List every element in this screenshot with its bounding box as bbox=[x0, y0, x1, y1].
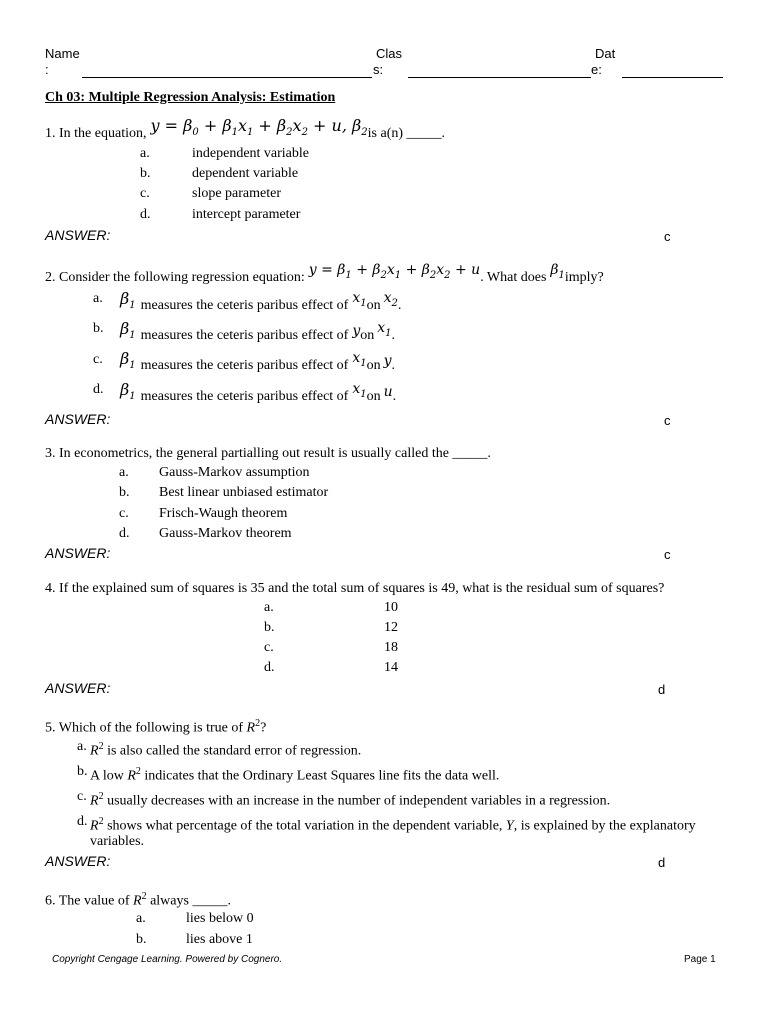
option-text: $R^2$ is also called the standard error of regression. bbox=[90, 741, 362, 759]
option-text: slope parameter bbox=[192, 186, 282, 201]
option-text: Gauss-Markov theorem bbox=[159, 526, 292, 541]
option-text: 14 bbox=[384, 660, 398, 675]
option-text: $R^2$ shows what percentage of the total variation in the dependent variable, Y, is explained by the explanatory bbox=[90, 816, 696, 834]
option-text: 10 bbox=[384, 600, 398, 615]
option-text: A low $R^2$ indicates that the Ordinary Least Squares line fits the data well. bbox=[90, 766, 500, 784]
option-text: Gauss-Markov assumption bbox=[159, 465, 310, 480]
copyright-text: Copyright Cengage Learning. Powered by Cognero. bbox=[52, 954, 283, 965]
option-text: dependent variable bbox=[192, 166, 299, 181]
option-text: $\beta_1$ measures the ceteris paribus effect of $x_1$ on y . bbox=[120, 348, 396, 373]
answer-value: c bbox=[664, 229, 671, 244]
question-4: 4. If the explained sum of squares is 35 and the total sum of squares is 49, what is the residual sum of squares? bbox=[45, 581, 665, 596]
option-text: 18 bbox=[384, 640, 398, 655]
answer-value: c bbox=[664, 413, 671, 428]
option-text: $R^2$ usually decreases with an increase in the number of independent variables in a regression. bbox=[90, 791, 611, 809]
answer-label: ANSWER: bbox=[45, 411, 111, 427]
answer-value: d bbox=[658, 682, 666, 697]
option-text: $\beta_1$ measures the ceteris paribus effect of $x_1$ on u . bbox=[120, 379, 397, 404]
option-text: Best linear unbiased estimator bbox=[159, 485, 329, 500]
option-text: intercept parameter bbox=[192, 207, 301, 222]
option-text: lies above 1 bbox=[186, 932, 253, 947]
class-field-line[interactable] bbox=[408, 77, 591, 78]
answer-value: d bbox=[658, 855, 666, 870]
option-text: variables. bbox=[90, 834, 145, 849]
question-5: 5. Which of the following is true of $R^2$? bbox=[45, 718, 267, 736]
answer-label: ANSWER: bbox=[45, 545, 111, 561]
question-1: 1. In the equation, $y = \beta_0 + \beta_1x_1 + \beta_2x_2 + u$, $\beta_2$ is a(n) _____. bbox=[45, 115, 446, 141]
option-text: lies below 0 bbox=[186, 911, 254, 926]
equation-2: $y = \beta_1 + \beta_2x_1 + \beta_2x_2 + u$ bbox=[308, 262, 481, 281]
equation-1: $y = \beta_0 + \beta_1x_1 + \beta_2x_2 + u$, $\beta_2$ bbox=[150, 115, 368, 138]
option-text: $\beta_1$ measures the ceteris paribus effect of $x_1$ on $x_2$ . bbox=[120, 288, 402, 313]
option-text: $\beta_1$ measures the ceteris paribus effect of y on $x_1$ . bbox=[120, 318, 396, 343]
answer-label: ANSWER: bbox=[45, 227, 111, 243]
option-text: 12 bbox=[384, 620, 398, 635]
answer-label: ANSWER: bbox=[45, 680, 111, 696]
page-title: Ch 03: Multiple Regression Analysis: Estimation bbox=[45, 90, 336, 105]
date-field-line[interactable] bbox=[622, 77, 723, 78]
option-text: Frisch-Waugh theorem bbox=[159, 506, 288, 521]
name-field-line[interactable] bbox=[82, 77, 372, 78]
page-number: Page 1 bbox=[684, 954, 716, 965]
question-2: 2. Consider the following regression equation: $y = \beta_1 + \beta_2x_1 + \beta_2x_2 + u$ . What does $\beta_1$ imply? bbox=[45, 262, 604, 285]
option-text: independent variable bbox=[192, 146, 310, 161]
question-6: 6. The value of $R^2$ always _____. bbox=[45, 891, 231, 909]
question-3: 3. In econometrics, the general partialling out result is usually called the _____. bbox=[45, 446, 491, 461]
answer-label: ANSWER: bbox=[45, 853, 111, 869]
answer-value: c bbox=[664, 547, 671, 562]
